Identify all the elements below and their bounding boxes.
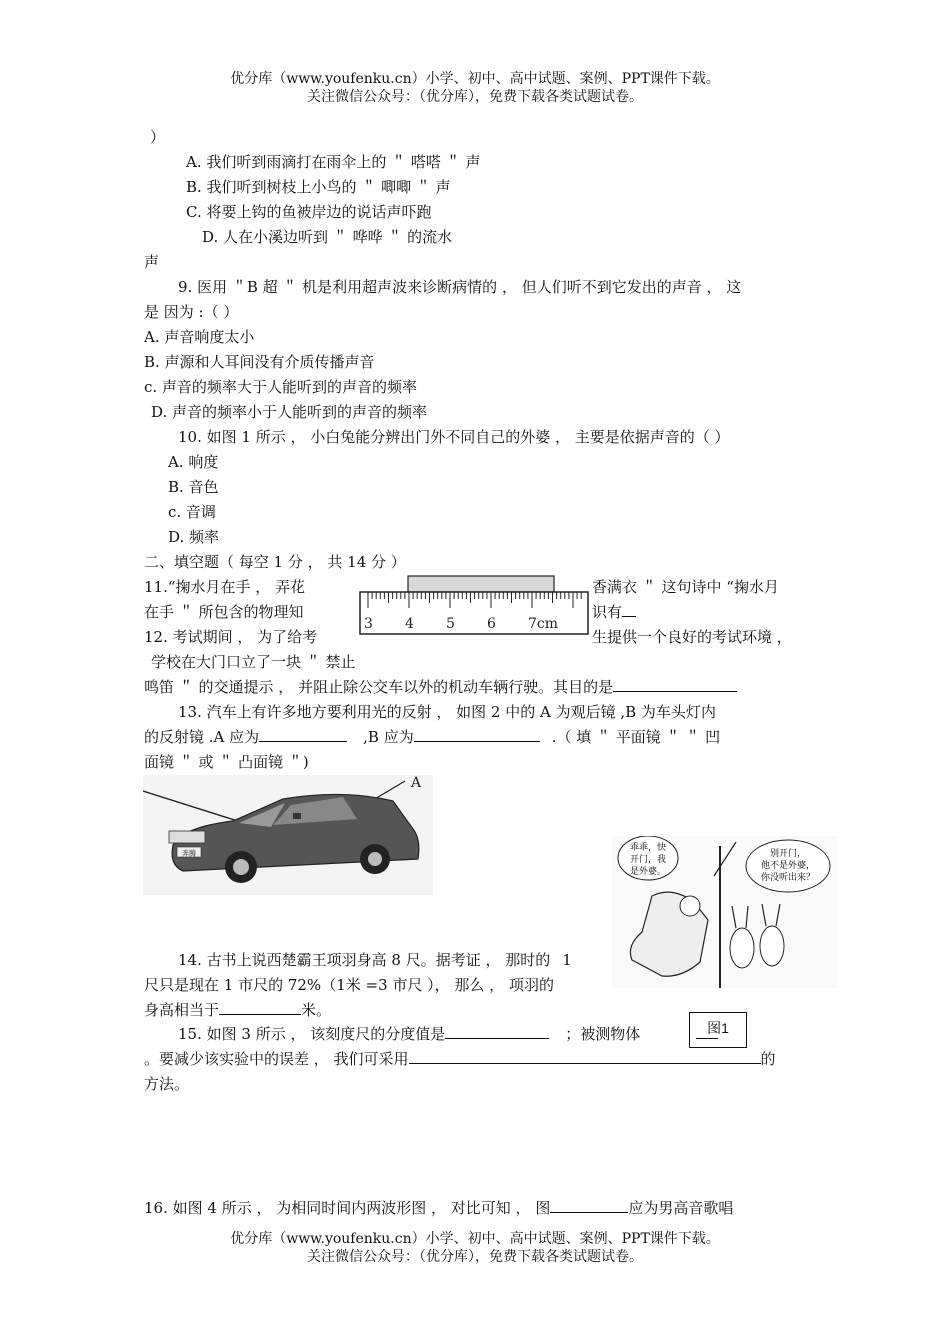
q12-line-2: 学校在大门口立了一块 ＂ 禁止 [151, 653, 356, 671]
q14-line-1: 14. 古书上说西楚霸王项羽身高 8 尺。据考证 ， 那时的 1 [178, 951, 572, 969]
footer-line-1: 优分库（www.youfenku.cn）小学、初中、高中试题、案例、PPT课件下载。 [230, 1231, 720, 1247]
ruler-label: 5 [446, 616, 455, 632]
q13-answer-blank-a[interactable] [259, 727, 347, 742]
rabbit-one [730, 928, 754, 968]
bubble-right-line-2: 他不是外婆， [760, 861, 816, 871]
q14-line-2: 尺只是现在 1 市尺的 72%（1米 =3 市尺 ）， 那么 ， 项羽的 [144, 976, 554, 994]
q11-line-2a: 在手 ＂ 所包含的物理知 [144, 603, 304, 621]
wolf-head [680, 896, 700, 916]
q15-line-2: 。要减少该实验中的误差 ， 我们可采用 的 [144, 1050, 776, 1068]
q15-answer-blank-c[interactable] [409, 1049, 761, 1064]
q13-answer-blank-b[interactable] [414, 727, 540, 742]
rabbit-two [760, 926, 784, 966]
header-line-2: 关注微信公众号：（优分库），免费下载各类试题试卷。 [307, 89, 643, 105]
q12-line-1b: 生提供一个良好的考试环境 ， [592, 628, 792, 646]
q15-line-1: 15. 如图 3 所示 ， 该刻度尺的分度值是 ；被测物体 [178, 1024, 718, 1044]
ruler-label: 3 [364, 616, 373, 632]
q15-answer-blank-a[interactable] [445, 1024, 549, 1039]
q13-line-1: 13. 汽车上有许多地方要利用光的反射 ， 如图 2 中的 A 为观后镜 ,B 为车头灯内 [178, 703, 716, 721]
car-figure [143, 775, 433, 895]
q8-option-c: C. 将要上钩的鱼被岸边的说话声吓跑 [186, 203, 432, 221]
q9-option-d: D. 声音的频率小于人能听到的声音的频率 [151, 403, 428, 421]
ruler-figure [358, 574, 590, 636]
q10-stem: 10. 如图 1 所示 ， 小白兔能分辨出门外不同自己的外婆 ， 主要是依据声音的（ ） [178, 428, 730, 446]
bubble-left-line-1: 乖乖，快 [629, 843, 667, 853]
q14-line-3: 身高相当于 米。 [144, 1001, 332, 1019]
q9-stem-1: 9. 医用 ＂B 超 ＂ 机是利用超声波来诊断病情的 ， 但人们听不到它发出的声音 ， 这 [178, 278, 742, 296]
ruler-label: 6 [487, 616, 496, 632]
q10-option-a: A. 响度 [168, 453, 219, 471]
section-fill-in-heading: 二、填空题（ 每空 1 分 ， 共 14 分 ） [144, 553, 406, 571]
q10-option-c: c. 音调 [168, 503, 216, 521]
q11-answer-blank[interactable] [622, 602, 636, 617]
front-hubcap [233, 859, 249, 875]
q12-answer-blank[interactable] [613, 677, 737, 692]
bubble-left-line-3: 是外婆。 [629, 867, 667, 877]
q16-line-1: 16. 如图 4 所示 ， 为相同时间内两波形图 ， 对比可知 ， 图 应为男高音歌唱 [144, 1199, 734, 1217]
q13-line-3: 面镜 ＂ 或 ＂ 凸面镜 ＂) [144, 753, 309, 771]
car-headlight [169, 831, 205, 843]
cartoon-figure [612, 836, 838, 988]
header-line-1: 优分库（www.youfenku.cn）小学、初中、高中试题、案例、PPT课件下载。 [230, 71, 720, 87]
q9-stem-2: 是 因为 :（ ） [144, 303, 239, 321]
rear-hubcap [368, 852, 382, 866]
q8-tail: ） [150, 128, 166, 146]
measured-object [408, 576, 554, 592]
q9-option-c: c. 声音的频率大于人能听到的声音的频率 [144, 378, 417, 396]
q16-answer-blank[interactable] [550, 1198, 628, 1213]
q8-option-a: A. 我们听到雨滴打在雨伞上的 ＂ 嗒嗒 ＂ 声 [186, 153, 481, 171]
label-a: A [411, 775, 422, 791]
q12-line-3: 鸣笛 ＂ 的交通提示 ， 并阻止除公交车以外的机动车辆行驶。其目的是 [144, 677, 737, 697]
q15-line-3: 方法。 [144, 1075, 190, 1093]
q9-option-a: A. 声音响度太小 [144, 328, 255, 346]
q11-line-1b: 香满衣 ＂ 这句诗中 “掬水月 [592, 578, 779, 596]
q14-answer-blank[interactable] [219, 1000, 301, 1015]
figure-1-label: 图1 [689, 1012, 747, 1048]
q10-option-b: B. 音色 [168, 478, 219, 496]
bubble-right-line-1: 别开门， [769, 849, 807, 859]
footer-line-2: 关注微信公众号：（优分库），免费下载各类试题试卷。 [307, 1249, 643, 1265]
bubble-right-line-3: 你没听出来？ [760, 873, 816, 883]
ruler-label: 4 [405, 616, 414, 632]
q8-option-d-cont: 声 [144, 253, 160, 271]
q15-answer-blank-b[interactable] [696, 1024, 718, 1039]
q10-option-d: D. 频率 [168, 528, 220, 546]
q12-line-1a: 12. 考试期间 ， 为了给考 [144, 628, 318, 646]
ruler-label: 7cm [528, 616, 559, 632]
q11-line-2b: 识有 [592, 602, 636, 622]
q8-option-b: B. 我们听到树枝上小鸟的 ＂ 唧唧 ＂ 声 [186, 178, 451, 196]
q13-line-2: 的反射镜 .A 应为 ,B 应为 .（ 填 ＂ 平面镜 ＂ ＂ 凹 [144, 728, 721, 746]
q11-line-1a: 11.“掬水月在手 ， 弄花 [144, 578, 306, 596]
license-plate-text: 奔腾 [182, 849, 196, 858]
q9-option-b: B. 声源和人耳间没有介质传播声音 [144, 353, 375, 371]
side-mirror [293, 813, 301, 819]
q8-option-d: D. 人在小溪边听到 ＂ 哗哗 ＂ 的流水 [202, 228, 453, 246]
bubble-left-line-2: 开门，我 [629, 855, 667, 865]
